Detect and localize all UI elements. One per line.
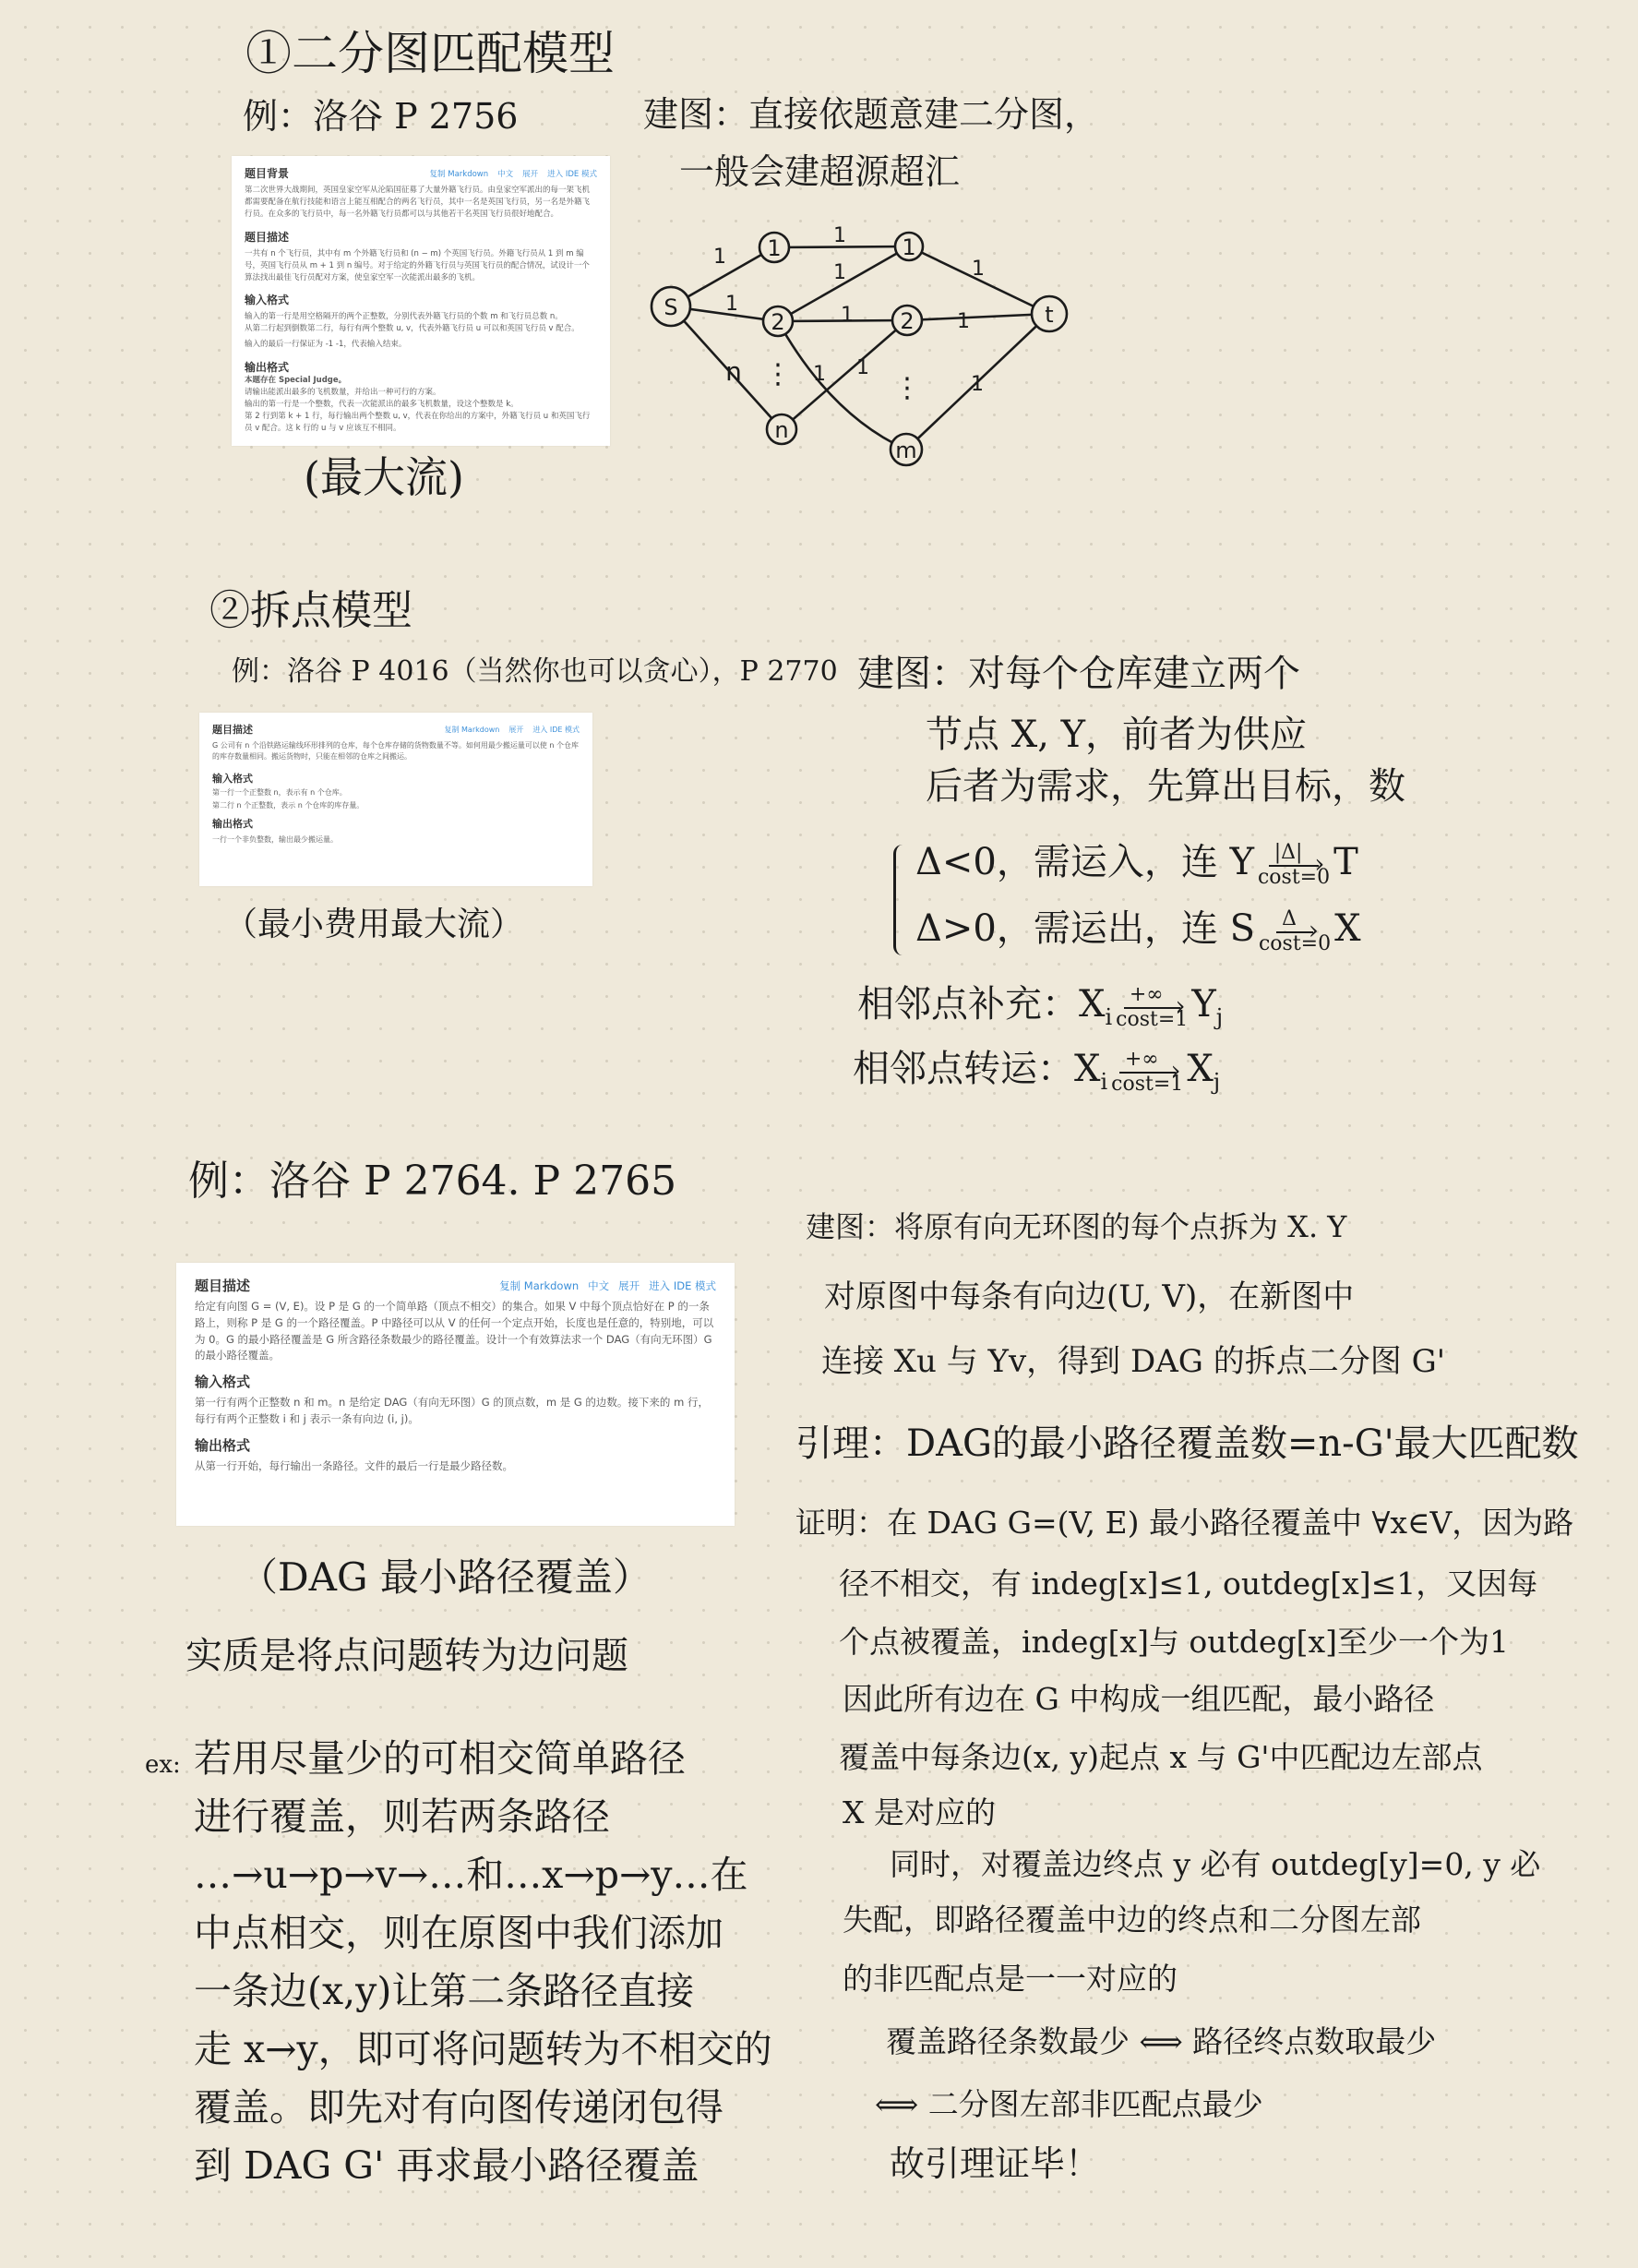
proof-line: 覆盖中每条边(x, y)起点 x 与 G'中匹配边左部点 (839, 1739, 1483, 1775)
case-text: Δ<0，需运入，连 Y (915, 841, 1254, 883)
copy-markdown-link[interactable]: 复制 Markdown (429, 169, 489, 179)
ex-paragraph (194, 1730, 772, 2195)
shot-paragraph: 从第二行起到倒数第二行，每行有两个整数 u, v，代表外籍飞行员 u 可以和英国飞行员 v 配合。 (245, 324, 580, 334)
node-label: n (774, 417, 789, 443)
section3-build-line2: 对原图中每条有向边(U, V)，在新图中 (824, 1278, 1355, 1315)
lemma: 引理：DAG的最小路径覆盖数=n-G'最大匹配数 (795, 1422, 1579, 1465)
rule-text: 相邻点转运：X (853, 1048, 1101, 1090)
expand-link[interactable]: 展开 (508, 725, 524, 734)
section2-build-line3: 后者为需求，先算出目标，数 (926, 765, 1405, 808)
edge-r2-t (907, 314, 1049, 320)
proof-line: 故引理证毕！ (890, 2143, 1101, 2184)
case-delta-positive (915, 906, 1361, 954)
cost: cost=1 (1111, 1072, 1184, 1096)
section2-example: 例：洛谷 P 4016（当然你也可以贪心），P 2770 (232, 655, 838, 688)
node-label: 2 (771, 309, 785, 335)
edge-label: 1 (725, 293, 738, 316)
proof-line: 失配，即路径覆盖中边的终点和二分图左部 (843, 1902, 1421, 1938)
shot-paragraph: G 公司有 n 个沿铁路运输线环形排列的仓库，每个仓库存储的货物数量不等。如何用最少搬运量可以使 n 个仓库的库存数量相同。搬运货物时，只能在相邻的仓库之间搬运。 (212, 741, 580, 762)
proof-line: 径不相交，有 indeg[x]≤1, outdeg[x]≤1，又因每 (839, 1566, 1538, 1602)
shot-heading: 输入格式 (195, 1374, 251, 1391)
node-label: m (895, 438, 917, 463)
edge-label: 1 (971, 373, 984, 396)
ex-line: …→u→p→v→…和…x→p→y…在 (194, 1853, 748, 1897)
shot-heading: 输入格式 (245, 294, 290, 307)
shot-heading: 题目描述 (245, 230, 290, 244)
shot-heading: 输出格式 (245, 360, 290, 374)
section3-build-line3: 连接 Xu 与 Yv，得到 DAG 的拆点二分图 G' (821, 1343, 1446, 1380)
arc-label (1116, 984, 1188, 1029)
section3-essence: 实质是将点问题转为边问题 (185, 1635, 628, 1677)
edge-label: 1 (813, 363, 826, 386)
capacity: |Δ| › (1269, 842, 1320, 866)
ex-line: 进行覆盖，则若两条路径 (194, 1794, 610, 1839)
shot-heading: 输出格式 (195, 1436, 251, 1454)
arc-target: T (1333, 841, 1358, 883)
shot-paragraph: 给定有向图 G = (V, E)。设 P 是 G 的一个简单路（顶点不相交）的集合。如果 V 中每个顶点恰好在 P 的一条路上，则称 P 是 G 的一个路径覆盖。P 中路径可以从 V 的任何一个定点开始，长度也是任意的，特别地，可以为 0。G 的最小路径覆盖是 G 所含路径条数最少的路径覆盖。设计一个有效算法求一个 DAG（有向无环图）G 的最小路径覆盖。 (195, 1300, 714, 1362)
ex-label: ex: (145, 1751, 181, 1779)
shot-heading: 输入格式 (212, 772, 253, 785)
shot-paragraph: 第一行有两个正整数 n 和 m。n 是给定 DAG（有向无环图）G 的顶点数，m 是 G 的边数。接下来的 m 行，每行有两个正整数 i 和 j 表示一条有向边 (i, j)。 (195, 1396, 709, 1426)
edge-label: 1 (856, 356, 869, 379)
node-label: S (664, 294, 678, 320)
chinese-link[interactable]: 中文 (497, 169, 514, 179)
ex-line: 覆盖。即先对有向图传递闭包得 (194, 2085, 723, 2130)
ex-line: 到 DAG G' 再求最小路径覆盖 (194, 2143, 699, 2188)
section2-build-line1: 建图：对每个仓库建立两个 (857, 653, 1300, 695)
shot-heading: 题目描述 (212, 724, 253, 736)
ellipsis-right: ⋮ (893, 372, 921, 404)
proof-line: 因此所有边在 G 中构成一组匹配，最小路径 (843, 1681, 1435, 1717)
section2-title: ②拆点模型 (209, 587, 412, 634)
node-label: 2 (900, 308, 915, 334)
shot-paragraph: 一行一个非负整数，输出最少搬运量。 (212, 834, 338, 844)
edge-label: 1 (957, 310, 970, 333)
proof-line: 的非匹配点是一一对应的 (843, 1961, 1178, 1997)
section3-caption: （DAG 最小路径覆盖） (239, 1554, 652, 1600)
edge-label: 1 (972, 258, 985, 281)
proof-line: 同时，对覆盖边终点 y 必有 outdeg[y]=0, y 必 (890, 1846, 1541, 1882)
node-label: t (1045, 302, 1054, 328)
section1-build-line1: 建图：直接依题意建二分图， (643, 94, 1100, 135)
section1-title: ①二分图匹配模型 (245, 27, 615, 80)
arc-target: X (1334, 907, 1361, 950)
arc-target: Y (1191, 983, 1216, 1026)
ex-line: 走 x→y，即可将问题转为不相交的 (194, 2027, 772, 2071)
shot-paragraph: 第 2 行到第 k + 1 行，每行输出两个整数 u, v，代表在你给出的方案中，外籍飞行员 u 和英国飞行员 v 配合。这 k 行的 u 与 v 应该互不相同。 (245, 412, 591, 434)
case-brace (893, 845, 909, 955)
proof-line: ⟺ 二分图左部非匹配点最少 (875, 2086, 1263, 2122)
expand-link[interactable]: 展开 (618, 1278, 640, 1292)
capacity: +∞ › (1119, 1049, 1176, 1073)
adjacent-transfer (853, 1047, 1220, 1096)
arc-target: X (1187, 1048, 1214, 1090)
subscript: i (1100, 1069, 1108, 1095)
expand-link[interactable]: 展开 (522, 169, 539, 179)
shot-paragraph: 输入的第一行是用空格隔开的两个正整数，分别代表外籍飞行员的个数 m 和飞行员总数 n。 (245, 312, 563, 322)
ex-line: 若用尽量少的可相交简单路径 (194, 1736, 686, 1781)
capacity: +∞ › (1124, 984, 1180, 1008)
problem-screenshot-p2764 (176, 1263, 735, 1526)
rule-text: 相邻点补充：X (857, 983, 1106, 1026)
section3-build-line1: 建图：将原有向无环图的每个点拆为 X. Y (806, 1209, 1347, 1244)
proof-line: 覆盖路径条数最少 ⟺ 路径终点数取最少 (886, 2023, 1437, 2059)
shot-paragraph: 一共有 n 个飞行员，其中有 m 个外籍飞行员和 (n − m) 个英国飞行员。外籍飞行员从 1 到 m 编号，英国飞行员从 m + 1 到 n 编号。对于给定的外籍飞行员与英国飞行员的配合情况，试设计一个算法找出最佳飞行员配对方案，使皇家空军一次能派出最多的飞机。 (245, 248, 590, 282)
edge-label: 1 (833, 224, 846, 247)
shot-paragraph: 输入的最后一行保证为 -1 -1，代表输入结束。 (245, 340, 407, 350)
node-label: 1 (767, 235, 782, 261)
ide-mode-link[interactable]: 进入 IDE 模式 (547, 169, 597, 179)
case-text: Δ>0，需运出，连 S (915, 907, 1255, 950)
subscript: i (1105, 1004, 1113, 1030)
adjacent-supplement (857, 982, 1223, 1031)
shot-heading: 题目背景 (245, 167, 290, 180)
shot-paragraph: 第一行一个正整数 n，表示有 n 个仓库。 (212, 787, 347, 797)
cost: cost=0 (1257, 865, 1331, 889)
case-delta-negative (915, 840, 1358, 888)
ex-line: 一条边(x,y)让第二条路径直接 (194, 1969, 695, 2013)
copy-markdown-link[interactable]: 复制 Markdown (444, 725, 500, 734)
edge-label: 1 (833, 261, 846, 284)
section2-build-line2: 节点 X, Y，前者为供应 (926, 714, 1308, 756)
graph-edges (671, 246, 1049, 450)
subscript: j (1215, 1004, 1224, 1030)
node-label: 1 (902, 234, 916, 260)
ide-mode-link[interactable]: 进入 IDE 模式 (532, 725, 580, 734)
section2-caption: （最小费用最大流） (224, 906, 524, 943)
proof-line: 证明：在 DAG G=(V, E) 最小路径覆盖中 ∀x∈V，因为路 (795, 1505, 1574, 1541)
section1-example: 例：洛谷 P 2756 (243, 96, 519, 137)
cost: cost=0 (1258, 931, 1332, 955)
chinese-link[interactable]: 中文 (588, 1278, 610, 1292)
problem-screenshot-p4016 (199, 713, 592, 886)
arc-label (1111, 1049, 1183, 1094)
section1-build-line2: 一般会建超源超汇 (679, 151, 961, 192)
subscript: j (1213, 1069, 1221, 1095)
proof-line: X 是对应的 (843, 1794, 996, 1830)
arc-label (1259, 908, 1331, 954)
shot-heading: 题目描述 (195, 1278, 251, 1294)
ide-mode-link[interactable]: 进入 IDE 模式 (649, 1278, 716, 1292)
shot-paragraph: 第二行 n 个正整数，表示 n 个仓库的库存量。 (212, 801, 365, 810)
ex-line: 中点相交，则在原图中我们添加 (194, 1911, 723, 1955)
arc-label (1258, 842, 1330, 887)
ellipsis-left: ⋮ (764, 358, 792, 390)
cost: cost=1 (1116, 1007, 1189, 1031)
copy-markdown-link[interactable]: 复制 Markdown (499, 1278, 580, 1292)
shot-paragraph: 第二次世界大战期间，英国皇家空军从沦陷国征募了大量外籍飞行员。由皇家空军派出的每一架飞机都需要配备在航行技能和语言上能互相配合的两名飞行员，其中一名是英国飞行员，另一名是外籍飞行员。在众多的飞行员中，每一名外籍飞行员都可以与其他若干名英国飞行员很好地配合。 (245, 186, 591, 220)
edge-label: n (725, 356, 742, 387)
edge-label: 1 (713, 246, 726, 269)
edge-label: 1 (841, 304, 854, 327)
section3-example: 例：洛谷 P 2764. P 2765 (188, 1158, 677, 1205)
shot-paragraph: 请输出能派出最多的飞机数量，并给出一种可行的方案。 (245, 387, 441, 397)
shot-paragraph: 从第一行开始，每行输出一条路径。文件的最后一行是最少路径数。 (195, 1458, 513, 1472)
capacity: Δ › (1276, 908, 1313, 932)
section1-caption: (最大流) (304, 452, 464, 502)
shot-heading: 输出格式 (212, 817, 253, 830)
shot-paragraph: 本题存在 Special Judge。 (245, 375, 347, 385)
bipartite-graph-diagram (0, 0, 1638, 517)
shot-paragraph: 输出的第一行是一个整数，代表一次能派出的最多飞机数量，设这个整数是 k。 (245, 399, 519, 409)
proof-line: 个点被覆盖，indeg[x]与 outdeg[x]至少一个为1 (839, 1624, 1509, 1660)
edge-n-r2 (782, 320, 907, 429)
